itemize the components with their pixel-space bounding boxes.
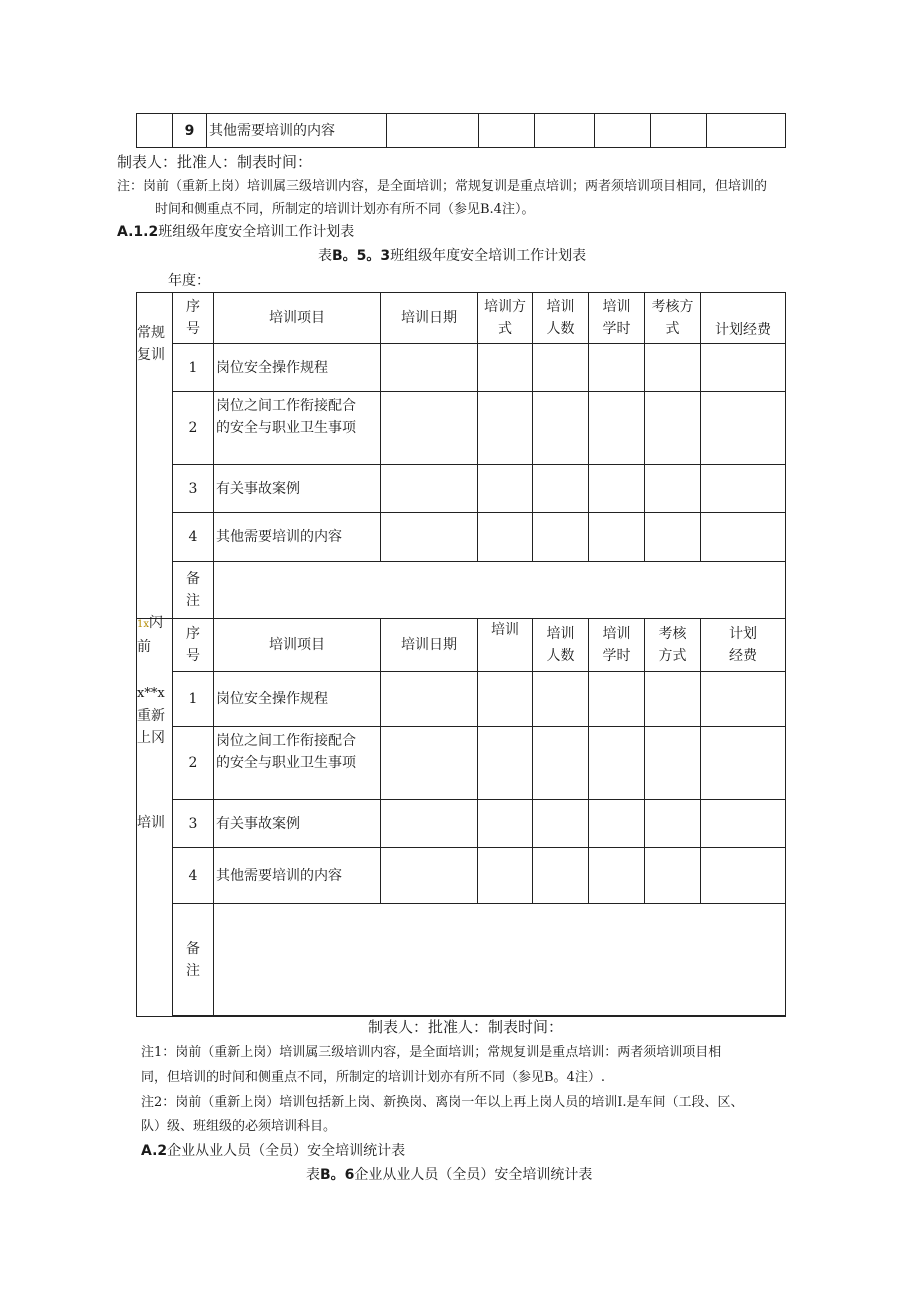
- table-cell: [595, 114, 651, 148]
- remark-cell: [214, 904, 786, 1016]
- header-method: 培训方 式: [478, 293, 533, 344]
- row-item: 其他需要培训的内容: [207, 114, 387, 148]
- year-label: 年度：: [168, 273, 210, 289]
- table-row: 1 岗位安全操作规程: [173, 344, 786, 392]
- table-cell: [137, 114, 173, 148]
- header-date: 培训日期: [381, 619, 478, 672]
- section-heading: A.2企业从业人员（全员）安全培训统计表: [141, 1143, 406, 1159]
- note-line: 注2：岗前（重新上岗）培训包括新上岗、新换岗、离岗一年以上再上岗人员的培训I.是车间（工段、区、: [141, 1095, 744, 1110]
- table-row: 1 岗位安全操作规程: [173, 672, 786, 727]
- section-label-preposition: 1x闪 前: [137, 615, 164, 655]
- top-table-fragment: [136, 113, 786, 148]
- header-people: 培训 人数: [533, 293, 589, 344]
- note-line: 队）级、班组级的必须培训科目。: [141, 1119, 337, 1134]
- table-row: 4 其他需要培训的内容: [173, 848, 786, 904]
- header-assess: 考核方 式: [645, 293, 701, 344]
- remark-cell: [214, 562, 786, 619]
- table-cell: [651, 114, 707, 148]
- header-item: 培训项目: [214, 619, 381, 672]
- table-row: 3 有关事故案例: [173, 800, 786, 848]
- preposition-training-table: [172, 618, 786, 1016]
- scan-mark: 1x: [137, 619, 150, 630]
- section-heading: A.1.2班组级年度安全培训工作计划表: [117, 224, 355, 240]
- table-row: 3 有关事故案例: [173, 465, 786, 513]
- note-line: 注：岗前（重新上岗）培训属三级培训内容，是全面培训；常规复训是重点培训；两者须培训项目相同，但培训的: [117, 179, 768, 194]
- table-title: 表B。6企业从业人员（全员）安全培训统计表: [306, 1167, 593, 1183]
- header-method: 培训: [478, 619, 533, 672]
- note-line: 注1：岗前（重新上岗）培训属三级培训内容，是全面培训；常规复训是重点培训：两者须培训项目相: [141, 1045, 722, 1060]
- header-seq: 序 号: [173, 619, 214, 672]
- table-row: 2 岗位之间工作衔接配合 的安全与职业卫生事项: [173, 392, 786, 465]
- routine-training-table: [172, 292, 786, 619]
- header-item: 培训项目: [214, 293, 381, 344]
- sign-line: 制表人：批准人：制表时间：: [117, 153, 313, 171]
- header-hours: 培训 学时: [589, 293, 645, 344]
- header-cost: 计划 经费: [701, 619, 786, 672]
- header-assess: 考核 方式: [645, 619, 701, 672]
- row-number: 9: [173, 114, 207, 148]
- remark-label: 备 注: [173, 562, 214, 619]
- table-row: 2 岗位之间工作衔接配合 的安全与职业卫生事项: [173, 727, 786, 800]
- table-cell: [535, 114, 595, 148]
- remark-label: 备 注: [173, 904, 214, 1016]
- table-cell: [387, 114, 479, 148]
- header-hours: 培训 学时: [589, 619, 645, 672]
- note-line: 时间和侧重点不同，所制定的培训计划亦有所不同（参见B.4注）。: [155, 202, 535, 217]
- table-row: 4 其他需要培训的内容: [173, 513, 786, 562]
- header-date: 培训日期: [381, 293, 478, 344]
- sign-line: 制表人：批准人：制表时间：: [368, 1018, 564, 1036]
- header-seq: 序 号: [173, 293, 214, 344]
- section-label-routine: 常规 复训: [137, 325, 165, 363]
- remark-row: [173, 904, 786, 1016]
- header-cost: 计划经费: [701, 293, 786, 344]
- note-line: 同，但培训的时间和侧重点不同，所制定的培训计划亦有所不同（参见B。4注）.: [141, 1070, 605, 1085]
- table-cell: [707, 114, 786, 148]
- table-cell: [479, 114, 535, 148]
- remark-row: [173, 562, 786, 619]
- header-people: 培训 人数: [533, 619, 589, 672]
- table-title: 表B。5。3班组级年度安全培训工作计划表: [318, 248, 587, 264]
